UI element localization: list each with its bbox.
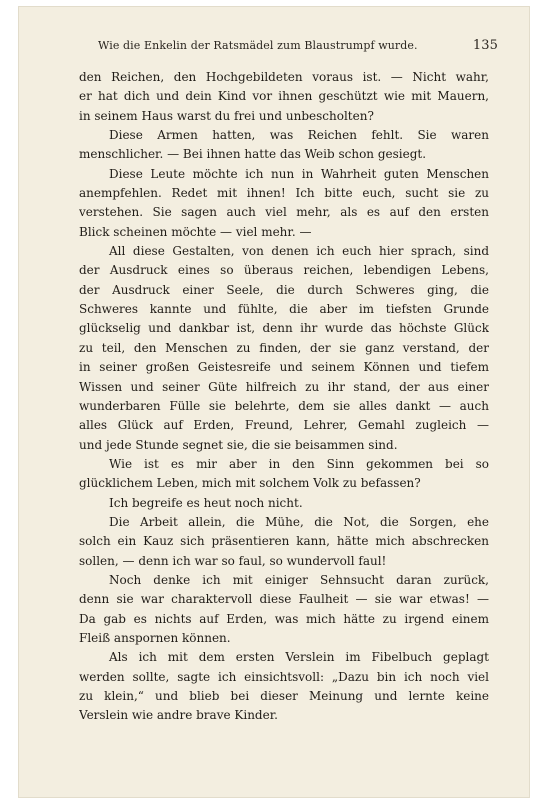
- text-line: den Reichen, den Hochgebildeten voraus ist. — Nicht wahr,: [79, 70, 489, 84]
- text-line: anempfehlen. Redet mit ihnen! Ich bitte euch, sucht sie zu: [79, 186, 489, 201]
- book-page: [18, 6, 530, 798]
- text-line: er hat dich und dein Kind vor ihnen geschützt wie mit Mauern,: [79, 89, 489, 104]
- text-line: glücklichem Leben, mich mit solchem Volk zu befassen?: [79, 476, 421, 491]
- text-line: der Ausdruck eines so überaus reichen, lebendigen Lebens,: [79, 263, 489, 278]
- text-line: Blick scheinen möchte — viel mehr. —: [79, 224, 312, 239]
- text-line: Fleiß anspornen können.: [79, 630, 231, 645]
- text-line: Diese Leute möchte ich nun in Wahrheit guten Menschen: [109, 166, 489, 181]
- text-line: werden sollte, sagte ich einsichtsvoll: „Dazu bin ich noch viel: [79, 669, 489, 684]
- text-line: Wie ist es mir aber in den Sinn gekommen bei so: [109, 456, 489, 471]
- text-line: und jede Stunde segnet sie, die sie beisammen sind.: [79, 437, 398, 452]
- text-line: Diese Armen hatten, was Reichen fehlt. Sie waren: [109, 128, 489, 143]
- text-line: der Ausdruck einer Seele, die durch Schweres ging, die: [79, 282, 489, 297]
- text-line: solch ein Kauz sich präsentieren kann, hätte mich abschrecken: [79, 534, 489, 549]
- text-line: denn sie war charaktervoll diese Faulheit — sie war etwas! —: [79, 592, 489, 607]
- body-text: [79, 68, 489, 726]
- text-line: wunderbaren Fülle sie belehrte, dem sie alles dankt — auch: [79, 398, 489, 413]
- page-number: 135: [472, 38, 498, 53]
- text-line: glückselig und dankbar ist, denn ihr wurde das höchste Glück: [79, 321, 489, 336]
- text-line: sollen, — denn ich war so faul, so wundervoll faul!: [79, 553, 387, 568]
- text-line: Ich begreife es heut noch nicht.: [109, 495, 303, 510]
- running-title: Wie die Enkelin der Ratsmädel zum Blaustrumpf wurde.: [98, 39, 418, 52]
- text-line: All diese Gestalten, von denen ich euch hier sprach, sind: [109, 244, 489, 259]
- text-line: alles Glück auf Erden, Freund, Lehrer, Gemahl zugleich —: [79, 418, 489, 433]
- text-line: menschlicher. — Bei ihnen hatte das Weib schon gesiegt.: [79, 147, 427, 162]
- text-line: in seinem Haus warst du frei und unbescholten?: [79, 108, 374, 123]
- text-line: verstehen. Sie sagen auch viel mehr, als es auf den ersten: [79, 205, 489, 220]
- text-line: in seiner großen Geistesreife und seinem Können und tiefem: [79, 360, 489, 375]
- text-line: zu teil, den Menschen zu finden, der sie ganz verstand, der: [79, 340, 489, 355]
- text-line: Noch denke ich mit einiger Sehnsucht daran zurück,: [109, 572, 489, 587]
- text-line: Schweres kannte und fühlte, die aber im tiefsten Grunde: [79, 302, 489, 317]
- text-line: Wissen und seiner Güte hilfreich zu ihr stand, der aus einer: [79, 379, 489, 394]
- text-line: Da gab es nichts auf Erden, was mich hätte zu irgend einem: [79, 611, 489, 626]
- text-line: zu klein,“ und blieb bei dieser Meinung und lernte keine: [79, 689, 489, 703]
- text-line: Als ich mit dem ersten Verslein im Fibelbuch geplagt: [109, 650, 489, 665]
- text-line: Verslein wie andre brave Kinder.: [79, 708, 278, 723]
- running-header: [98, 38, 498, 53]
- text-line: Die Arbeit allein, die Mühe, die Not, die Sorgen, ehe: [109, 514, 489, 529]
